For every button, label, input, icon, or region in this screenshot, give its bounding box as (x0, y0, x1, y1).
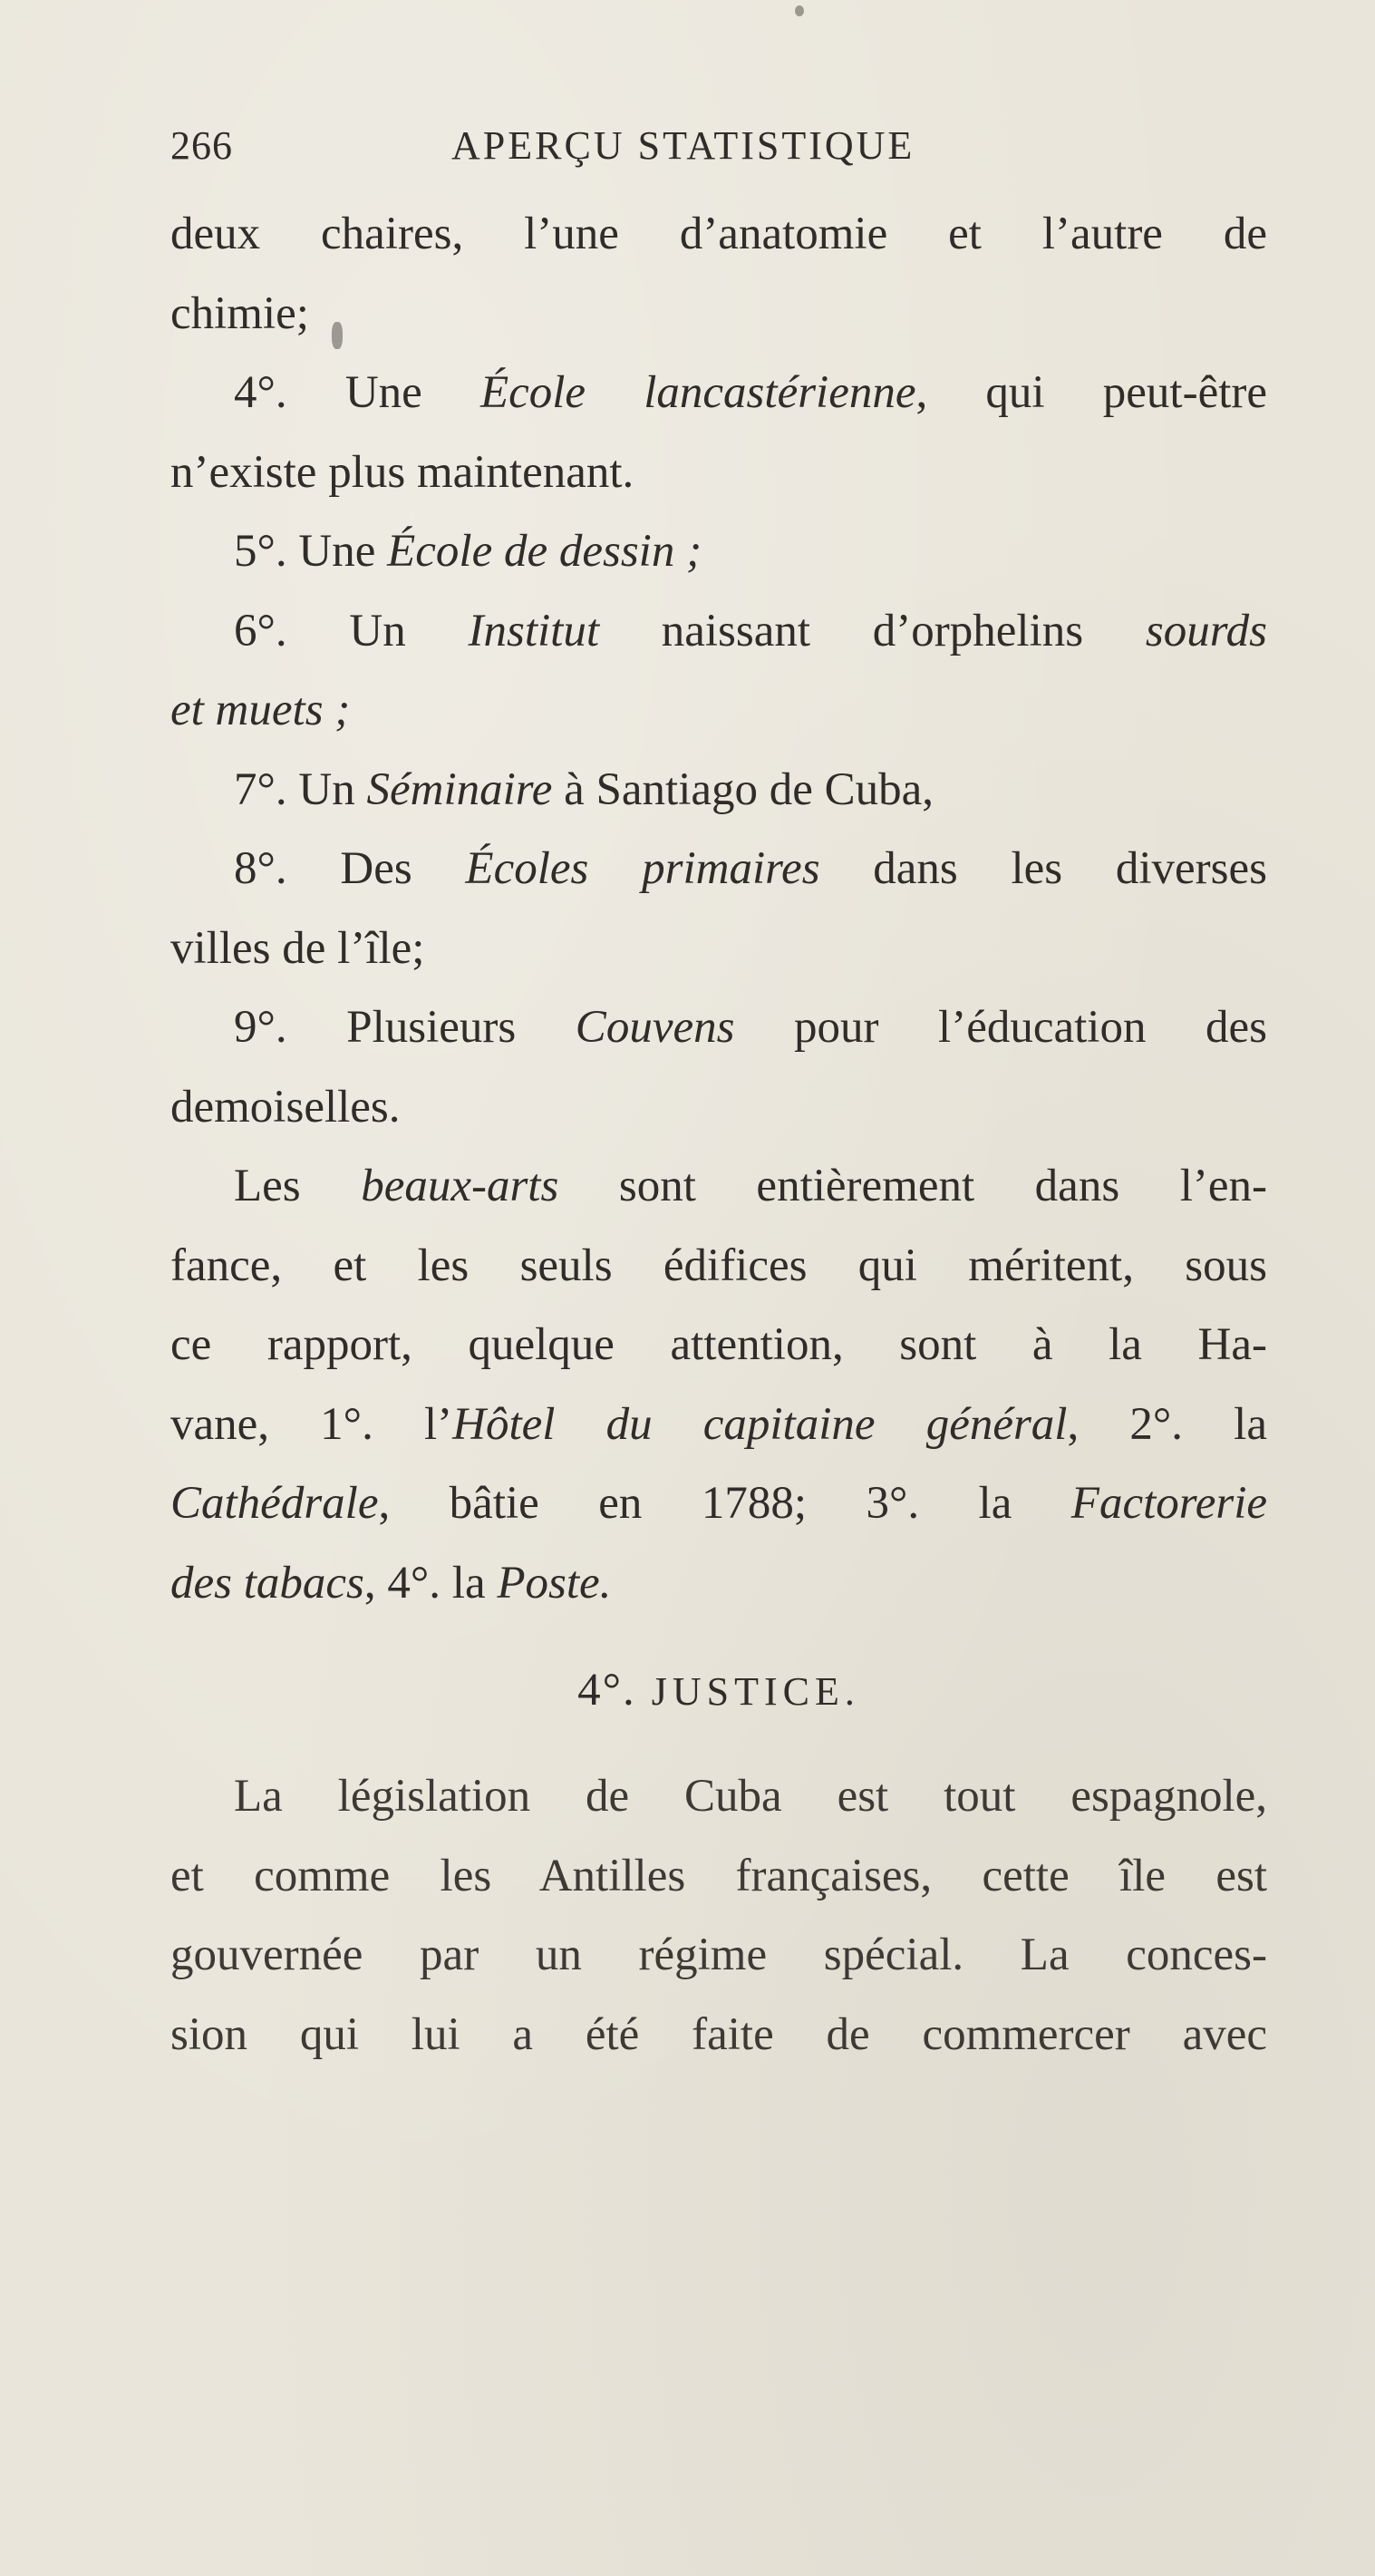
page-number: 266 (170, 123, 233, 168)
italic-span: Séminaire (366, 763, 553, 815)
text-span: n’existe plus maintenant. (170, 446, 634, 498)
italic-span: sourds (1145, 605, 1267, 656)
spacer (170, 1623, 1267, 1646)
text-span: 5°. Une (234, 526, 388, 577)
text-span: dans les diverses (819, 843, 1267, 894)
text-span: , bâtie en 1788; 3°. la (378, 1478, 1071, 1529)
text-span: villes de l’île; (170, 922, 425, 974)
list-item-9 (170, 988, 1267, 1068)
text-line (170, 909, 1267, 989)
italic-span: École lancastérienne (479, 367, 916, 418)
italic-span: des tabacs (170, 1557, 364, 1609)
text-span: à Santiago de Cuba, (552, 763, 934, 815)
ink-blot (795, 5, 804, 16)
text-span: 9°. Plusieurs (234, 1002, 576, 1053)
text-line (170, 1837, 1267, 1917)
text-span: ce rapport, quelque attention, sont à la Ha- (170, 1319, 1267, 1370)
text-span: La législation de Cuba est tout espagnole, (234, 1771, 1267, 1822)
text-line (170, 195, 1267, 275)
text-line (170, 275, 1267, 355)
list-item-6 (170, 592, 1267, 672)
text-span: chimie; (170, 287, 309, 339)
text-span: pour l’éducation des (734, 1002, 1267, 1053)
text-line (170, 671, 1267, 751)
section-number: 4°. (577, 1665, 636, 1716)
list-item-4 (170, 354, 1267, 433)
text-span: , 2°. la (1067, 1398, 1267, 1450)
text-span: deux chaires, l’une d’anatomie et l’autre de (170, 209, 1267, 259)
text-span: , qui peut-être (915, 367, 1267, 418)
text-span: demoiselles. (170, 1081, 401, 1132)
italic-span: et muets ; (170, 685, 351, 735)
spacer (170, 1735, 1267, 1757)
text-line (170, 1916, 1267, 1996)
text-span: , 4°. la (363, 1557, 498, 1609)
text-span: vane, 1°. l’ (170, 1398, 453, 1450)
list-item-5 (170, 512, 1267, 592)
text-line (170, 1306, 1267, 1385)
list-item-8 (170, 830, 1267, 909)
running-title: APERÇU STATISTIQUE (451, 123, 915, 168)
text-line (170, 1147, 1267, 1227)
italic-span: Couvens (575, 1002, 735, 1053)
italic-span: Factorerie (1070, 1478, 1267, 1529)
section-heading (170, 1646, 1267, 1735)
text-span: et comme les Antilles françaises, cette île est (170, 1850, 1267, 1901)
text-span: 6°. Un (234, 605, 469, 656)
text-span: 8°. Des (234, 843, 466, 894)
italic-span: Cathédrale (170, 1478, 379, 1529)
section-title: JUSTICE. (651, 1669, 860, 1714)
body-text (170, 195, 1267, 2075)
text-span: sion qui lui a été faite de commercer avec (170, 2008, 1267, 2060)
text-line (170, 1068, 1267, 1148)
italic-span: beaux-arts (361, 1161, 559, 1211)
italic-span: Écoles primaires (465, 843, 820, 894)
text-line (170, 1544, 1267, 1624)
italic-span: Poste. (497, 1557, 612, 1609)
text-span: sont entièrement dans l’en- (558, 1161, 1267, 1211)
list-item-7 (170, 751, 1267, 831)
running-head (170, 122, 1258, 177)
text-line (170, 1227, 1267, 1307)
text-line (170, 1464, 1267, 1544)
text-span: fance, et les seuls édifices qui méritent, sous (170, 1239, 1267, 1291)
text-span: gouvernée par un régime spécial. La conces- (170, 1930, 1267, 1980)
italic-span: Hôtel du capitaine général (452, 1398, 1068, 1450)
text-span: 4°. Une (234, 367, 480, 418)
italic-span: Institut (468, 605, 599, 656)
text-span: naissant d’orphelins (599, 605, 1146, 656)
italic-span: École de dessin ; (387, 526, 702, 577)
text-span: 7°. Un (234, 763, 367, 815)
text-line (170, 1996, 1267, 2075)
text-line (170, 1385, 1267, 1465)
text-line (170, 433, 1267, 513)
text-line (170, 1757, 1267, 1837)
text-span: Les (234, 1161, 362, 1211)
